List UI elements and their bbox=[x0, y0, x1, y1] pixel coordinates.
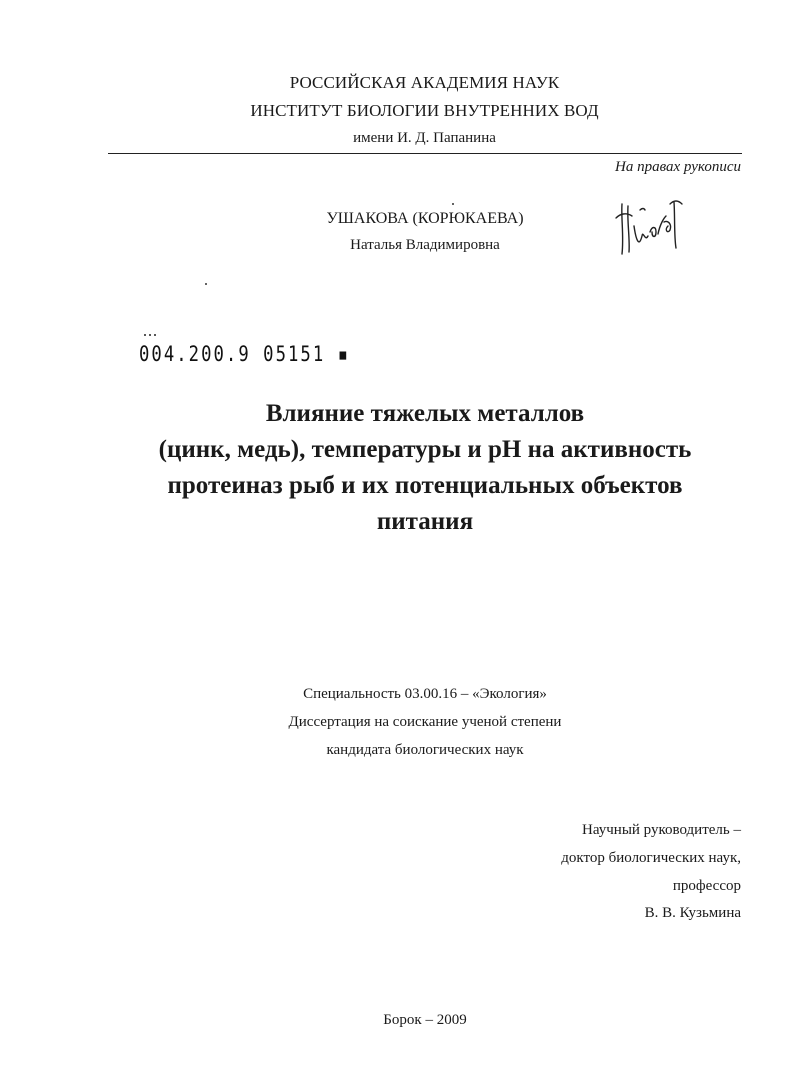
place-and-year: Борок – 2009 bbox=[383, 1012, 467, 1028]
title-line: протеиназ рыб и их потенциальных объектов bbox=[167, 472, 683, 499]
institute-heading: ИНСТИТУТ БИОЛОГИИ ВНУТРЕННИХ ВОД bbox=[250, 101, 599, 120]
supervisor-degree: доктор биологических наук, bbox=[561, 850, 741, 866]
stamp-mark: ▪ bbox=[325, 342, 351, 366]
organization-heading: РОССИЙСКАЯ АКАДЕМИЯ НАУК bbox=[289, 73, 560, 92]
supervisor-role: Научный руководитель – bbox=[582, 822, 741, 838]
degree-field-line: кандидата биологических наук bbox=[326, 742, 524, 758]
supervisor-title: профессор bbox=[672, 878, 741, 894]
title-line: Влияние тяжелых металлов bbox=[265, 400, 585, 427]
author-last-name: УШАКОВА (КОРЮКАЕВА) bbox=[326, 210, 524, 227]
scan-speck bbox=[452, 203, 454, 205]
author-first-names: Наталья Владимировна bbox=[350, 237, 500, 253]
degree-line: Диссертация на соискание ученой степени bbox=[288, 714, 562, 730]
scan-speck bbox=[205, 283, 207, 285]
dissertation-title bbox=[0, 396, 797, 540]
supervisor-name: В. В. Кузьмина bbox=[644, 905, 741, 921]
registration-stamp bbox=[139, 342, 350, 366]
title-line: питания bbox=[376, 508, 474, 535]
manuscript-rights-note: На правах рукописи bbox=[615, 159, 741, 175]
header-divider bbox=[108, 153, 742, 154]
author-signature bbox=[612, 196, 688, 262]
registration-stamp-number: 004.200.9 05151 bbox=[139, 342, 326, 366]
title-line: (цинк, медь), температуры и pH на активность bbox=[158, 436, 692, 463]
institute-name: имени И. Д. Папанина bbox=[353, 130, 496, 146]
specialty-line: Специальность 03.00.16 – «Экология» bbox=[303, 686, 547, 702]
stamp-marks bbox=[143, 333, 157, 337]
